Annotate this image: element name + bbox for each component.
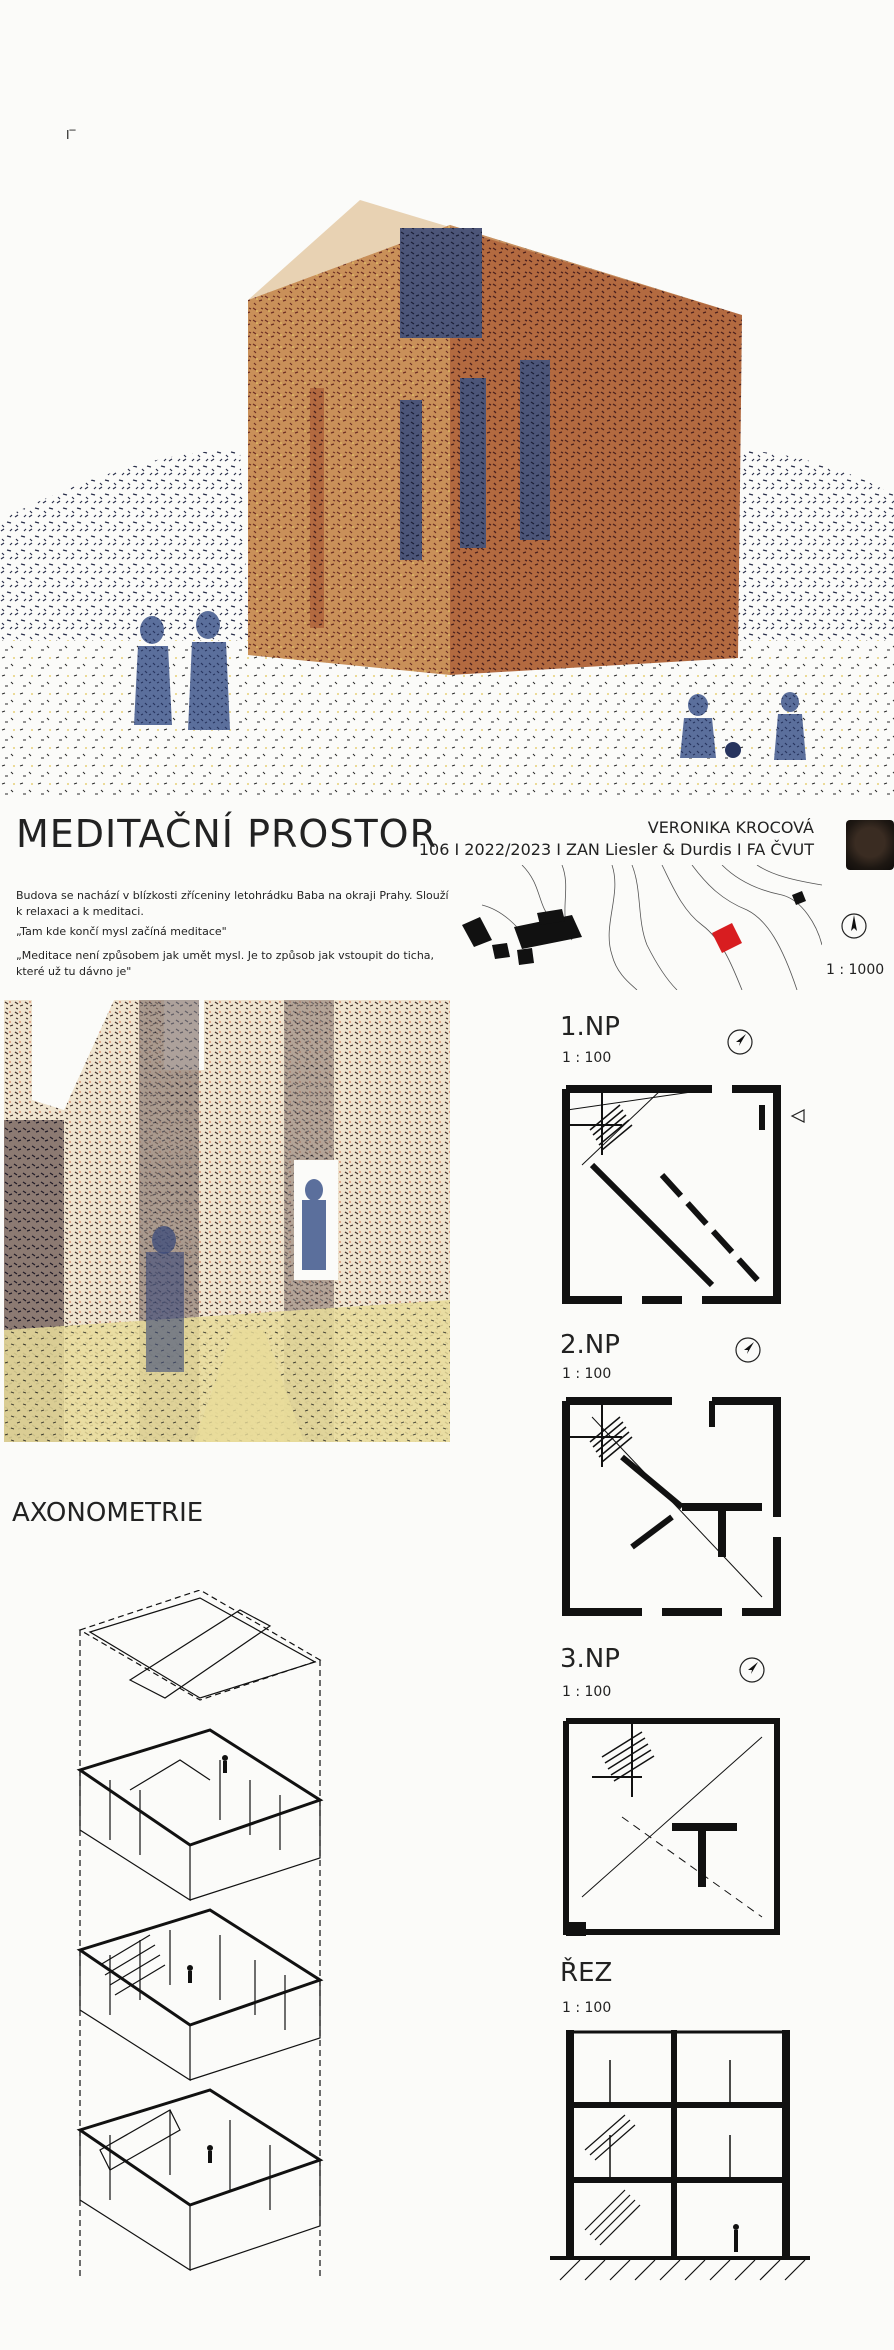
floor-plan-2np — [562, 1397, 792, 1622]
site-plan-scale: 1 : 1000 — [826, 962, 885, 978]
entrance-marker-icon — [790, 1108, 806, 1124]
quote-1: „Tam kde končí mysl začíná meditace" — [16, 925, 227, 938]
north-arrow-icon — [726, 1028, 754, 1056]
floor-plan-1np — [562, 1085, 792, 1310]
avatar — [846, 820, 894, 870]
hero-exterior-illustration — [0, 150, 894, 800]
interior-illustration — [4, 1000, 450, 1442]
floor-plan-3np — [562, 1717, 792, 1942]
page-title: MEDITAČNÍ PROSTOR — [16, 812, 437, 856]
section-drawing — [550, 2030, 830, 2290]
project-description: Budova se nachází v blízkosti zříceniny letohrádku Baba na okraji Prahy. Slouží k relaxaci a k meditaci. — [16, 889, 449, 918]
quote-2: „Meditace není způsobem jak umět mysl. Je to způsob jak vstoupit do ticha, které už tu dávno je" — [16, 949, 435, 978]
plan-label-1np: 1.NP — [560, 1012, 620, 1042]
plan-label-2np: 2.NP — [560, 1330, 620, 1360]
axonometry-drawing — [70, 1590, 330, 2320]
section-label: ŘEZ — [560, 1958, 613, 1988]
plan-scale-3np: 1 : 100 — [562, 1684, 612, 1700]
project-meta: 106 I 2022/2023 I ZAN Liesler & Durdis I FA ČVUT — [418, 840, 814, 859]
north-arrow-icon — [840, 912, 868, 940]
plan-scale-1np: 1 : 100 — [562, 1050, 612, 1066]
plan-label-3np: 3.NP — [560, 1644, 620, 1674]
site-plan — [462, 865, 822, 990]
north-arrow-icon — [738, 1656, 766, 1684]
author-name: VERONIKA KROCOVÁ — [647, 818, 814, 837]
axonometry-title: AXONOMETRIE — [12, 1498, 204, 1528]
section-scale: 1 : 100 — [562, 2000, 612, 2016]
plan-scale-2np: 1 : 100 — [562, 1366, 612, 1382]
corner-mark: I‾ — [66, 128, 76, 142]
north-arrow-icon — [734, 1336, 762, 1364]
